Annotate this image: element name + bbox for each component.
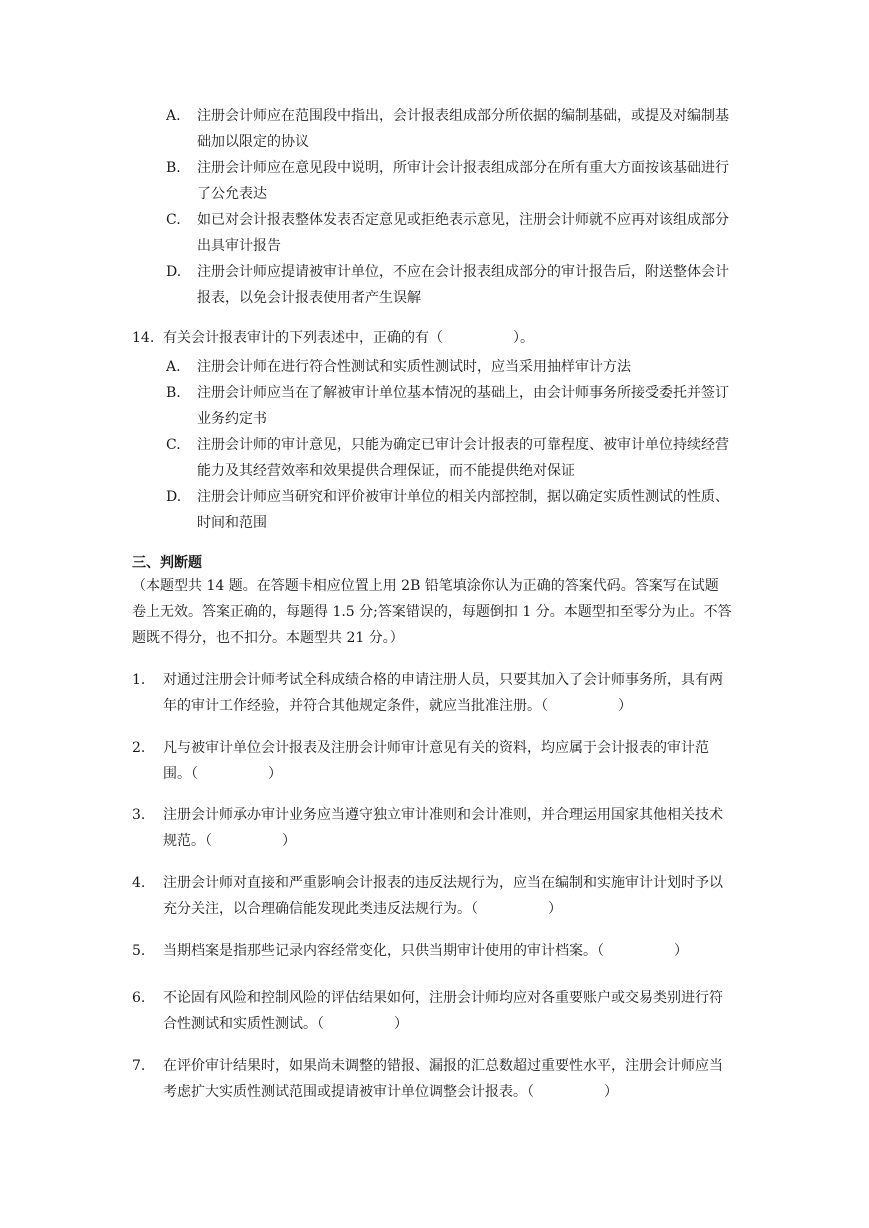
option-letter: D. [166,489,182,505]
question-number: 14. [132,330,155,346]
q13-option-b [0,155,869,207]
option-letter: D. [166,264,182,280]
option-letter: B. [166,385,181,401]
option-text: 注册会计师应当在了解被审计单位基本情况的基础上，由会计师事务所接受委托并签订业务约定书 [197,385,729,427]
item-number: 3. [132,807,146,823]
q14-option-c [0,432,869,484]
option-letter: C. [166,212,181,228]
item-number: 4. [132,875,146,891]
q13-option-a [0,103,869,155]
option-text: 注册会计师应当研究和评价被审计单位的相关内部控制，据以确定实质性测试的性质、时间和范围 [197,489,729,531]
section-title: 三、判断题 [132,555,202,571]
option-text: 注册会计师应提请被审计单位，不应在会计报表组成部分的审计报告后，附送整体会计报表，以免会计报表使用者产生误解 [197,264,729,306]
q14-option-d [0,484,869,536]
judgment-item-1 [0,667,869,727]
judgment-item-4 [0,870,869,930]
option-letter: A. [166,359,181,375]
item-text: 当期档案是指那些记录内容经常变化，只供当期审计使用的审计档案。（ ） [163,943,688,959]
q14-option-b [0,380,869,432]
q13-option-d [0,259,869,311]
judgment-item-2 [0,735,869,795]
judgment-item-6 [0,985,869,1045]
option-letter: C. [166,437,181,453]
question-stem: 有关会计报表审计的下列表述中，正确的有（ ）。 [163,330,534,346]
item-text: 在评价审计结果时，如果尚未调整的错报、漏报的汇总数超过重要性水平，注册会计师应当考虑扩大实质性测试范围或提请被审计单位调整会计报表。（ ） [163,1058,723,1100]
item-number: 2. [132,740,146,756]
item-number: 6. [132,990,146,1006]
item-text: 不论固有风险和控制风险的评估结果如何，注册会计师均应对各重要账户或交易类别进行符合性测试和实质性测试。（ ） [163,990,723,1032]
option-letter: B. [166,160,181,176]
judgment-item-3 [0,802,869,862]
option-text: 注册会计师应在意见段中说明，所审计会计报表组成部分在所有重大方面按该基础进行了公允表达 [197,160,729,202]
option-text: 注册会计师的审计意见，只能为确定已审计会计报表的可靠程度、被审计单位持续经营能力及其经营效率和效果提供合理保证，而不能提供绝对保证 [197,437,729,479]
item-number: 5. [132,943,146,959]
item-number: 1. [132,672,146,688]
section-instructions: （本题型共 14 题。在答题卡相应位置上用 2B 铅笔填涂你认为正确的答案代码。答案写在试题卷上无效。答案正确的，每题得 1.5 分;答案错误的，每题倒扣 1 分。本题型扣至零分为止。不答题既不得分，也不扣分。本题型共 21 分。） [132,578,732,646]
option-letter: A. [166,108,181,124]
q14-option-a [0,354,869,380]
judgment-item-7 [0,1053,869,1113]
item-text: 凡与被审计单位会计报表及注册会计师审计意见有关的资料，均应属于会计报表的审计范围。（ ） [163,740,709,782]
option-text: 如已对会计报表整体发表否定意见或拒绝表示意见，注册会计师就不应再对该组成部分出具审计报告 [197,212,729,254]
item-text: 注册会计师承办审计业务应当遵守独立审计准则和会计准则，并合理运用国家其他相关技术规范。（ ） [163,807,723,849]
item-number: 7. [132,1058,146,1074]
option-text: 注册会计师应在范围段中指出，会计报表组成部分所依据的编制基础，或提及对编制基础加以限定的协议 [197,108,729,150]
option-text: 注册会计师在进行符合性测试和实质性测试时，应当采用抽样审计方法 [197,359,631,375]
item-text: 注册会计师对直接和严重影响会计报表的违反法规行为，应当在编制和实施审计计划时予以充分关注，以合理确信能发现此类违反法规行为。（ ） [163,875,723,917]
q14-option-list [0,354,869,536]
q13-option-c [0,207,869,259]
q13-option-list [0,103,869,311]
item-text: 对通过注册会计师考试全科成绩合格的申请注册人员，只要其加入了会计师事务所，具有两年的审计工作经验，并符合其他规定条件，就应当批准注册。（ ） [163,672,723,714]
